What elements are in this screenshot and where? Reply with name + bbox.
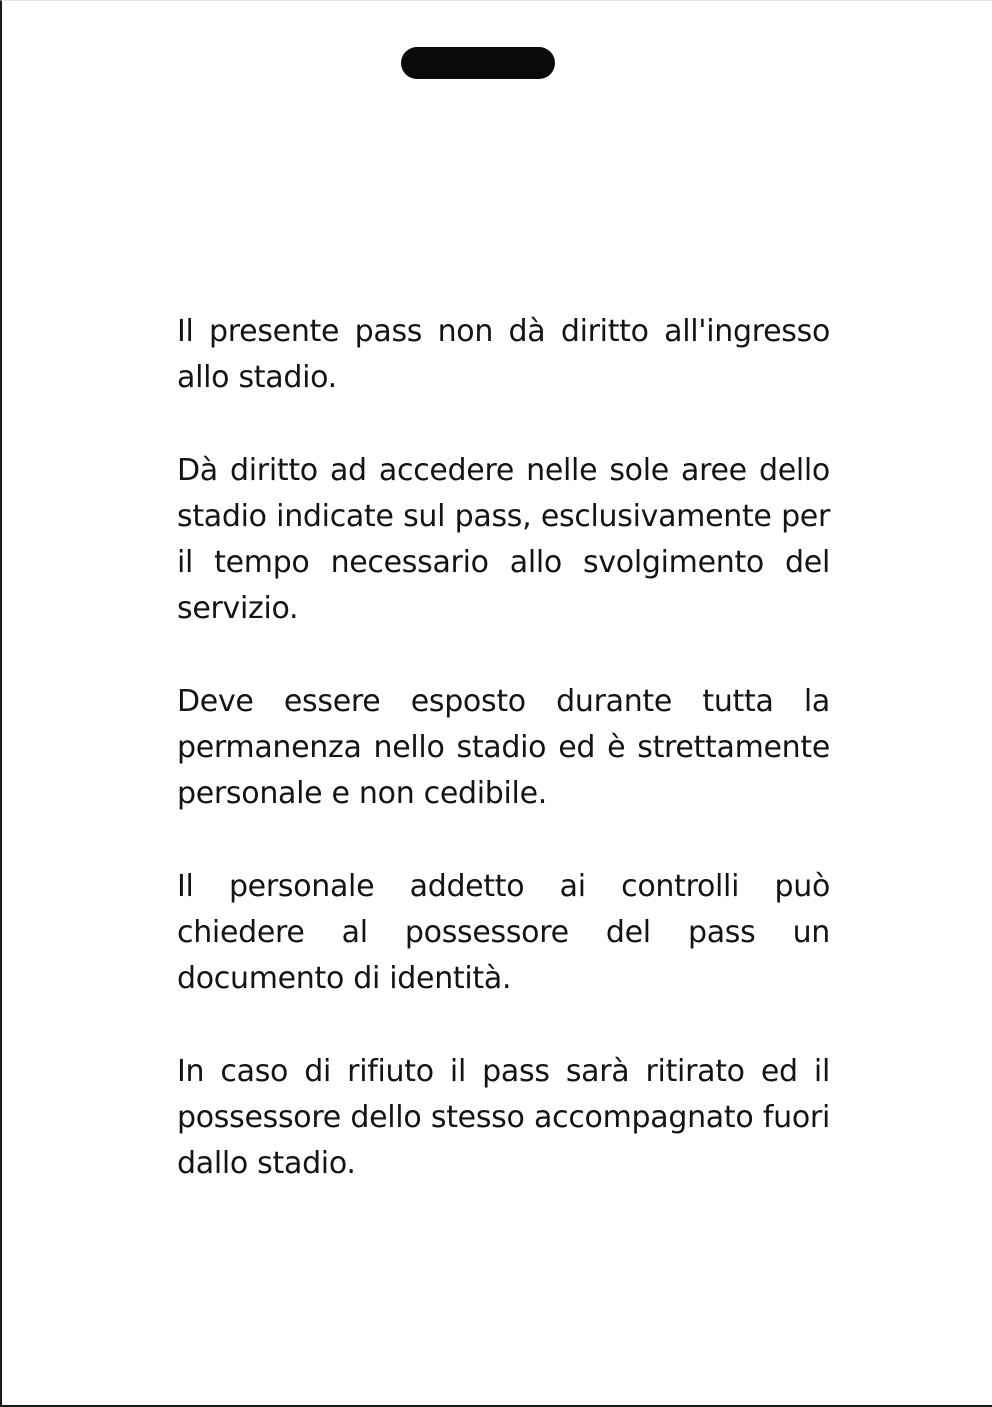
paragraph-display-rule: Deve essere esposto durante tutta la permanenza nello stadio ed è strettamente personale e non cedibile. [177, 684, 830, 811]
lanyard-slot [401, 47, 555, 79]
paragraph-access-rights: Dà diritto ad accedere nelle sole aree dello stadio indicate sul pass, esclusivamente per il tempo necessario allo svolgimento del servizio. [177, 453, 830, 626]
paragraph-refusal: In caso di rifiuto il pass sarà ritirato ed il possessore dello stesso accompagnato fuori dallo stadio. [177, 1054, 830, 1181]
paragraph-entry-notice: Il presente pass non dà diritto all'ingresso allo stadio. [177, 314, 830, 395]
paragraph-id-check: Il personale addetto ai controlli può chiedere al possessore del pass un documento di identità. [177, 869, 830, 996]
terms-text [177, 309, 830, 1187]
